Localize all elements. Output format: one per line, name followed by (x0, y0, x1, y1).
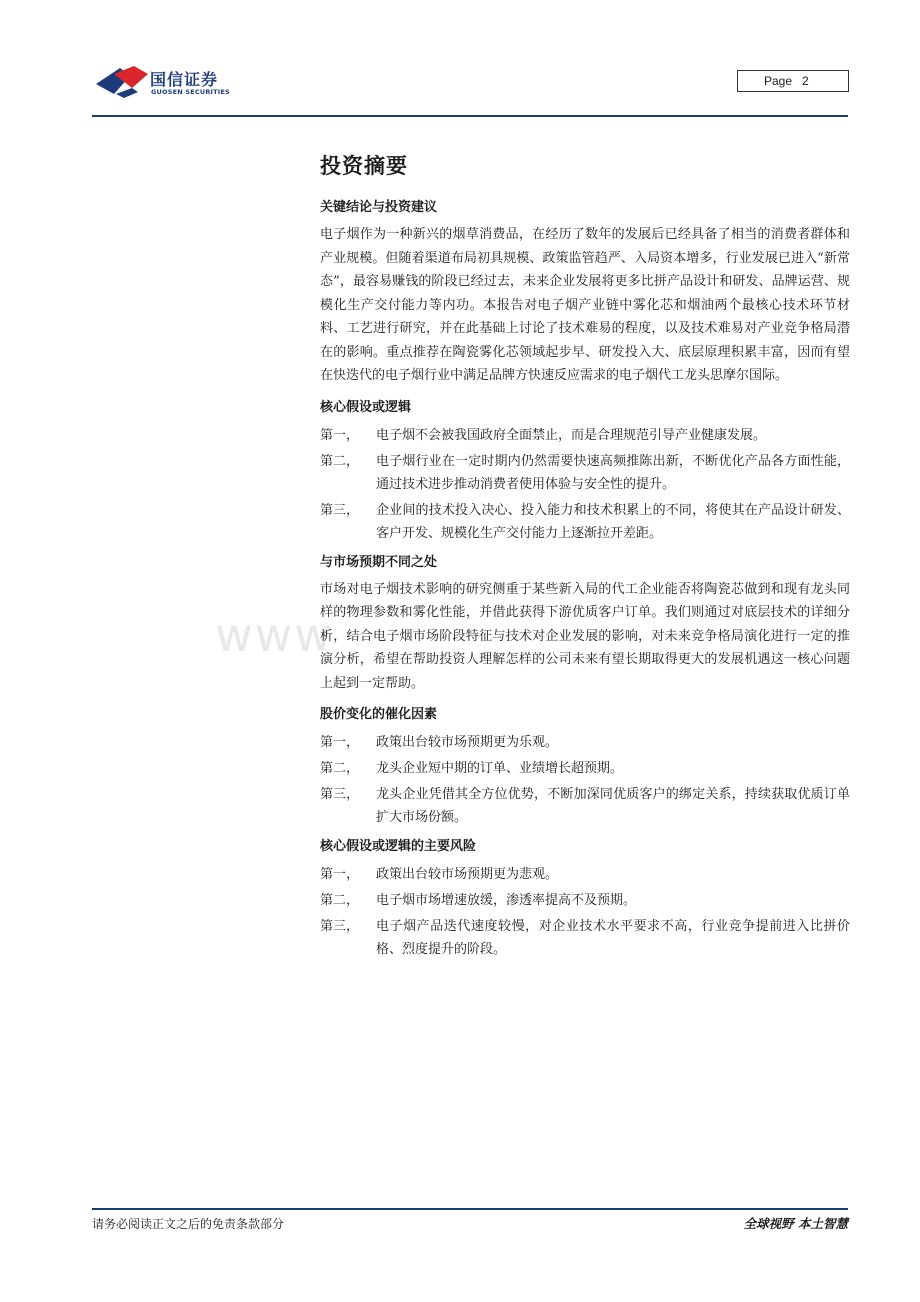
list-text: 电子烟产品迭代速度较慢，对企业技术水平要求不高，行业竞争提前进入比拼价格、烈度提升的阶段。 (376, 919, 850, 957)
section-catalysts (320, 705, 850, 829)
section-risks (320, 837, 850, 961)
list-ordinal: 第一， (320, 735, 360, 750)
list-text: 龙头企业短中期的订单、业绩增长超预期。 (376, 761, 624, 776)
list-ordinal: 第三， (320, 502, 360, 518)
list-item (320, 731, 850, 754)
list-item (320, 499, 850, 545)
list-item (320, 783, 850, 829)
list-text: 政策出台较市场预期更为乐观。 (376, 735, 559, 750)
logo-english-name: GUOSEN SECURITIES (151, 88, 230, 96)
watermark: www (215, 608, 334, 662)
list-ordinal: 第三， (320, 919, 360, 934)
list-item (320, 889, 850, 912)
section-key-conclusion (320, 198, 850, 388)
section-heading: 核心假设或逻辑 (320, 399, 412, 415)
section-differ-from-market (320, 553, 850, 696)
logo-mark-icon (94, 64, 150, 100)
list-item (320, 863, 850, 886)
list-ordinal: 第一， (320, 867, 360, 882)
page-title: 投资摘要 (320, 153, 408, 178)
footer-divider (92, 1208, 848, 1210)
list-item (320, 450, 850, 496)
header-divider (92, 115, 848, 117)
section-heading: 与市场预期不同之处 (320, 554, 438, 570)
assumption-list (320, 424, 850, 545)
page-indicator (737, 70, 849, 92)
list-ordinal: 第一， (320, 427, 360, 443)
list-ordinal: 第二， (320, 893, 360, 908)
section-heading: 核心假设或逻辑的主要风险 (320, 839, 477, 854)
page-number: 2 (802, 74, 809, 88)
list-text: 政策出台较市场预期更为悲观。 (376, 867, 559, 882)
section-heading: 股价变化的催化因素 (320, 707, 438, 722)
list-text: 电子烟不会被我国政府全面禁止，而是合理规范引导产业健康发展。 (376, 427, 767, 443)
section-heading: 关键结论与投资建议 (320, 200, 438, 215)
list-text: 电子烟市场增速放缓，渗透率提高不及预期。 (376, 893, 637, 908)
list-text: 企业间的技术投入决心、投入能力和技术积累上的不同，将使其在产品设计研发、客户开发、规模化生产交付能力上逐渐拉开差距。 (376, 502, 850, 541)
list-item (320, 424, 850, 447)
section-core-assumptions (320, 398, 850, 545)
section-body: 市场对电子烟技术影响的研究侧重于某些新入局的代工企业能否将陶瓷芯做到和现有龙头同样的物理参数和雾化性能，并借此获得下游优质客户订单。我们则通过对底层技术的详细分析，结合电子烟市场阶段特征与技术对企业发展的影响，对未来竞争格局演化进行一定的推演分析，希望在帮助投资人理解怎样的公司未来有望长期取得更大的发展机遇这一核心问题上起到一定帮助。 (320, 581, 850, 691)
list-item (320, 915, 850, 961)
list-text: 龙头企业凭借其全方位优势，不断加深同优质客户的绑定关系，持续获取优质订单扩大市场份额。 (376, 787, 850, 825)
catalyst-list (320, 731, 850, 829)
risk-list (320, 863, 850, 961)
list-text: 电子烟行业在一定时期内仍然需要快速高频推陈出新，不断优化产品各方面性能，通过技术进步推动消费者使用体验与安全性的提升。 (376, 453, 850, 492)
main-content (320, 150, 850, 969)
section-body: 电子烟作为一种新兴的烟草消费品，在经历了数年的发展后已经具备了相当的消费者群体和产业规模。但随着渠道布局初具规模、政策监管趋严、入局资本增多，行业发展已进入“新常态”，最容易赚钱的阶段已经过去，未来企业发展将更多比拼产品设计和研发、品牌运营、规模化生产交付能力等内功。本报告对电子烟产业链中雾化芯和烟油两个最核心技术环节材料、工艺进行研究，并在此基础上讨论了技术难易的程度，以及技术难易对产业竞争格局潜在的影响。重点推荐在陶瓷雾化芯领域起步早、研发投入大、底层原理积累丰富，因而有望在快迭代的电子烟行业中满足品牌方快速反应需求的电子烟代工龙头思摩尔国际。 (320, 227, 850, 383)
logo-chinese-name: 国信证券 (150, 70, 219, 89)
company-logo (94, 64, 234, 104)
list-ordinal: 第二， (320, 453, 360, 469)
footer-disclaimer: 请务必阅读正文之后的免责条款部分 (92, 1217, 285, 1231)
list-ordinal: 第三， (320, 787, 360, 802)
page-label: Page (764, 74, 793, 88)
list-ordinal: 第二， (320, 761, 360, 776)
list-item (320, 757, 850, 780)
footer-slogan: 全球视野 本土智慧 (743, 1216, 848, 1231)
